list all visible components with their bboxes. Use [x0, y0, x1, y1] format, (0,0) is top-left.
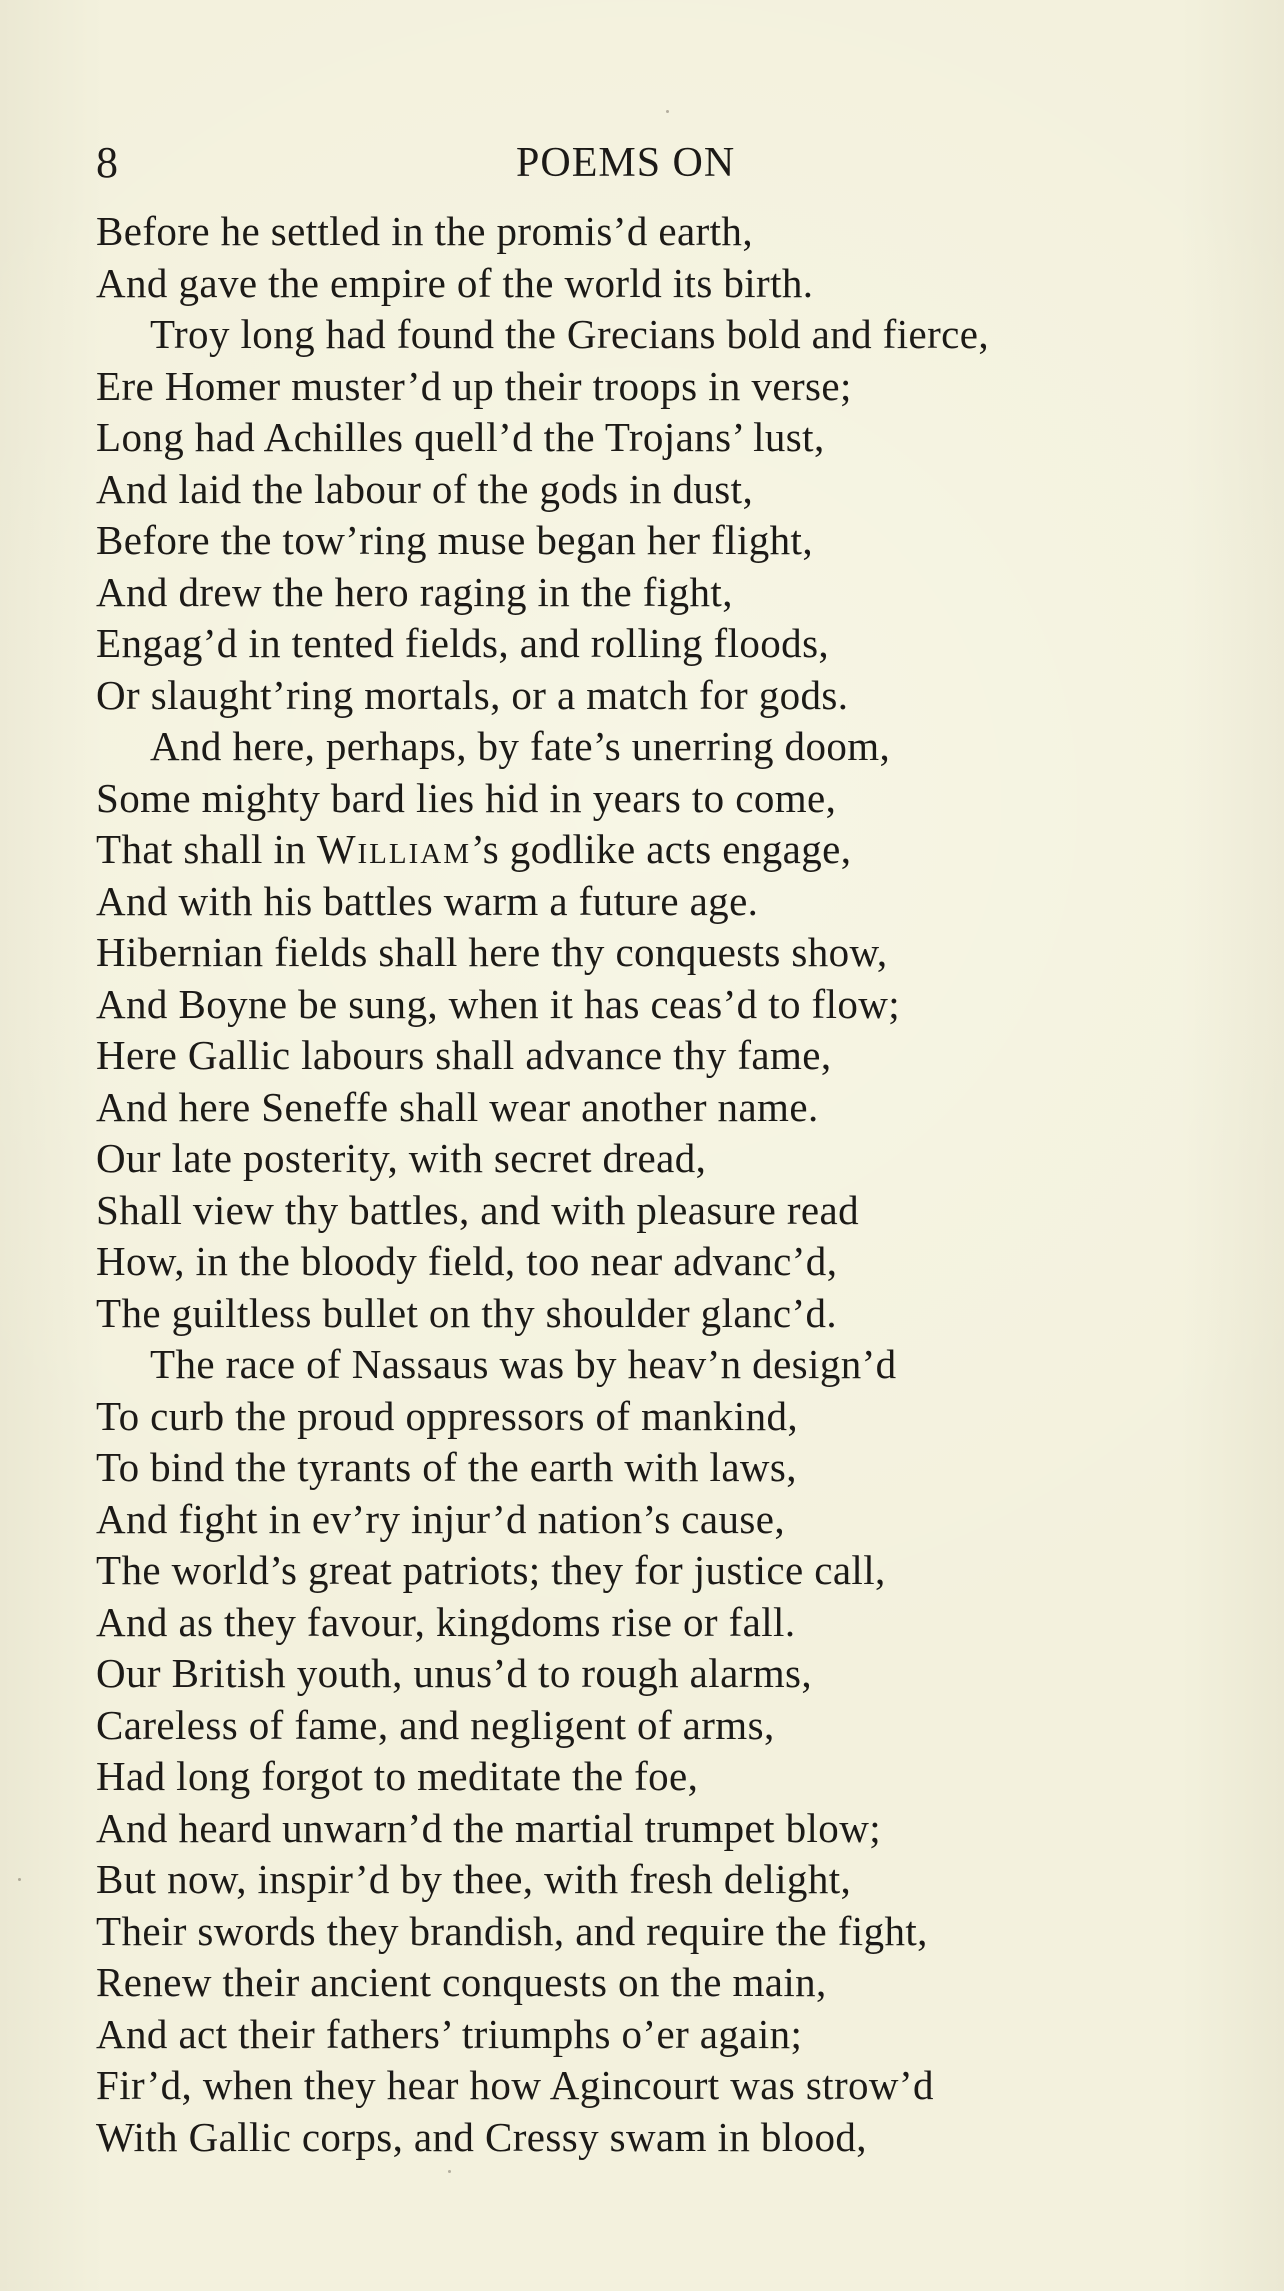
- poem-line: [96, 824, 1206, 876]
- poem-line: Renew their ancient conquests on the main,: [96, 1959, 827, 2005]
- paper-speck: [448, 2170, 451, 2173]
- poem-line: And here, perhaps, by fate’s unerring doom,: [150, 723, 891, 769]
- poem-line: With Gallic corps, and Cressy swam in blood,: [96, 2113, 867, 2160]
- poem-line: Before the tow’ring muse began her flight,: [96, 517, 814, 563]
- poem-line-text: That shall in: [96, 826, 317, 872]
- poem-line: Or slaught’ring mortals, or a match for gods.: [96, 671, 849, 718]
- poem-line: Had long forgot to meditate the foe,: [96, 1753, 699, 1799]
- poem-line: But now, inspir’d by thee, with fresh delight,: [96, 1856, 852, 1902]
- poem-line: And gave the empire of the world its birth.: [96, 259, 814, 306]
- poem-line: Ere Homer muster’d up their troops in verse;: [96, 362, 852, 409]
- poem-line: Hibernian fields shall here thy conquests show,: [96, 929, 888, 975]
- poem-line: Careless of fame, and negligent of arms,: [96, 1701, 775, 1748]
- poem-line: Troy long had found the Grecians bold and fierce,: [150, 311, 990, 357]
- poem-line: Some mighty bard lies hid in years to come,: [96, 774, 837, 821]
- poem-line: Shall view thy battles, and with pleasure read: [96, 1186, 860, 1233]
- proper-name: William: [316, 826, 471, 872]
- paper-speck: [18, 1878, 21, 1881]
- page-header-title: POEMS ON: [516, 140, 736, 186]
- poem-line: To curb the proud oppressors of mankind,: [96, 1392, 799, 1439]
- poem-line: And here Seneffe shall wear another name.: [96, 1083, 819, 1130]
- poem-line: Engag’d in tented fields, and rolling floods,: [96, 620, 830, 666]
- poem-line: Fir’d, when they hear how Agincourt was strow’d: [96, 2062, 934, 2108]
- poem-line: The world’s great patriots; they for justice call,: [96, 1547, 886, 1593]
- poem-line: The guiltless bullet on thy shoulder glanc’d.: [96, 1289, 838, 1336]
- poem-line: And laid the labour of the gods in dust,: [96, 465, 754, 512]
- running-head: [96, 138, 1196, 188]
- poem-line: Here Gallic labours shall advance thy fame,: [96, 1032, 832, 1078]
- poem-line: Our British youth, unus’d to rough alarms,: [96, 1650, 813, 1696]
- poem-line: Long had Achilles quell’d the Trojans’ lust,: [96, 414, 825, 460]
- poem-line: And drew the hero raging in the fight,: [96, 568, 733, 615]
- poem-line: And with his battles warm a future age.: [96, 877, 759, 924]
- poem-line: And act their fathers’ triumphs o’er again;: [96, 2010, 803, 2057]
- poem-line-text: ’s godlike acts engage,: [470, 826, 852, 872]
- poem-line: Before he settled in the promis’d earth,: [96, 208, 753, 254]
- poem-line: Their swords they brandish, and require the fight,: [96, 1907, 928, 1954]
- poem-line: And fight in ev’ry injur’d nation’s cause,: [96, 1495, 785, 1542]
- poem-line: And as they favour, kingdoms rise or fall.: [96, 1598, 796, 1645]
- poem-line: The race of Nassaus was by heav’n design’d: [150, 1341, 897, 1387]
- poem-line: To bind the tyrants of the earth with laws,: [96, 1444, 797, 1490]
- poem-line: And Boyne be sung, when it has ceas’d to flow;: [96, 980, 901, 1027]
- poem-line: Our late posterity, with secret dread,: [96, 1135, 707, 1181]
- page-number: 8: [96, 138, 118, 187]
- paper-speck: [666, 110, 669, 113]
- poem-body: [96, 206, 1206, 2163]
- poem-line: How, in the bloody field, too near advanc’d,: [96, 1238, 838, 1284]
- poem-line: And heard unwarn’d the martial trumpet blow;: [96, 1804, 881, 1851]
